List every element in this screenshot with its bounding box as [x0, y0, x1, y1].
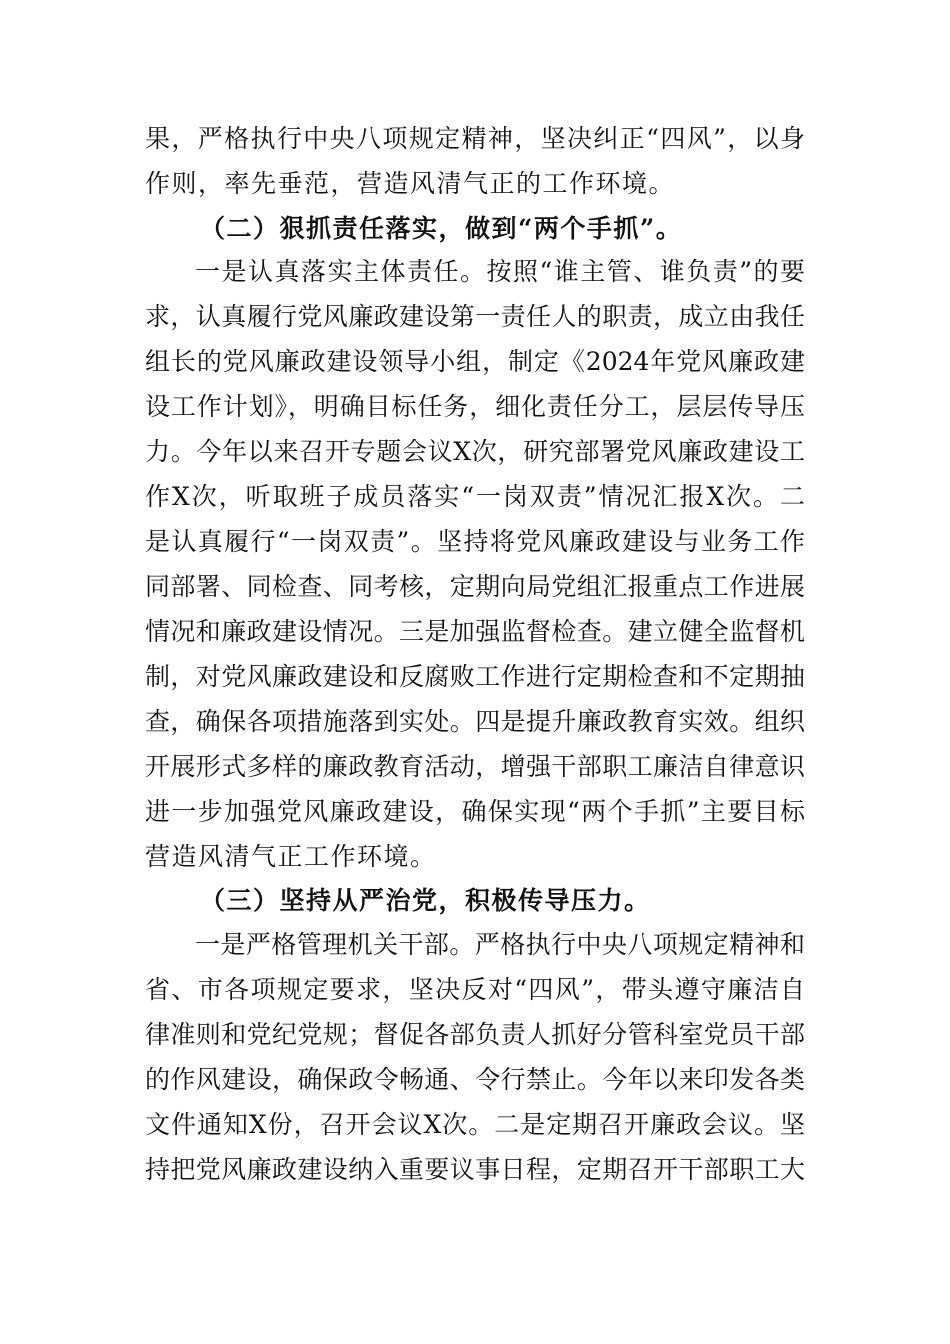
- paragraph-2-line-6: 作X次，听取班子成员落实“一岗双责”情况汇报X次。二: [145, 482, 805, 511]
- paragraph-3-line-1: 一是严格管理机关干部。严格执行中央八项规定精神和: [195, 930, 805, 959]
- paragraph-3-line-5: 文件通知X份，召开会议X次。二是定期召开廉政会议。坚: [145, 1110, 805, 1139]
- paragraph-2-line-5: 力。今年以来召开专题会议X次，研究部署党风廉政建设工: [145, 437, 805, 466]
- paragraph-2-line-7: 是认真履行“一岗双责”。坚持将党风廉政建设与业务工作: [145, 527, 805, 556]
- paragraph-3-line-4: 的作风建设，确保政令畅通、令行禁止。今年以来印发各类: [145, 1065, 805, 1094]
- paragraph-1-line-1: 果，严格执行中央八项规定精神，坚决纠正“四风”，以身: [145, 124, 805, 153]
- paragraph-2-line-2: 求，认真履行党风廉政建设第一责任人的职责，成立由我任: [145, 302, 805, 331]
- paragraph-2-line-4: 设工作计划》，明确目标任务，细化责任分工，层层传导压: [145, 392, 805, 421]
- paragraph-2-line-13: 进一步加强党风廉政建设，确保实现“两个手抓”主要目标: [145, 797, 805, 826]
- paragraph-2-line-3: 组长的党风廉政建设领导小组，制定《2024年党风廉政建: [145, 347, 805, 376]
- paragraph-1-line-2: 作则，率先垂范，营造风清气正的工作环境。: [145, 169, 676, 198]
- paragraph-2-line-8: 同部署、同检查、同考核，定期向局党组汇报重点工作进展: [145, 572, 805, 601]
- paragraph-3-line-2: 省、市各项规定要求，坚决反对“四风”，带头遵守廉洁自: [145, 975, 805, 1004]
- paragraph-2-line-1: 一是认真落实主体责任。按照“谁主管、谁负责”的要: [195, 257, 805, 286]
- section-heading-3: （三）坚持从严治党，积极传导压力。: [200, 886, 651, 915]
- paragraph-2-line-14: 营造风清气正工作环境。: [145, 842, 437, 871]
- paragraph-2-line-9: 情况和廉政建设情况。三是加强监督检查。建立健全监督机: [145, 617, 805, 646]
- paragraph-3-line-3: 律准则和党纪党规；督促各部负责人抓好分管科室党员干部: [145, 1020, 805, 1049]
- section-heading-2: （二）狠抓责任落实，做到“两个手抓”。: [200, 214, 683, 243]
- paragraph-2-line-10: 制，对党风廉政建设和反腐败工作进行定期检查和不定期抽: [145, 662, 805, 691]
- paragraph-2-line-11: 查，确保各项措施落到实处。四是提升廉政教育实效。组织: [145, 707, 805, 736]
- paragraph-3-line-6: 持把党风廉政建设纳入重要议事日程，定期召开干部职工大: [145, 1155, 805, 1184]
- paragraph-2-line-12: 开展形式多样的廉政教育活动，增强干部职工廉洁自律意识: [145, 752, 805, 781]
